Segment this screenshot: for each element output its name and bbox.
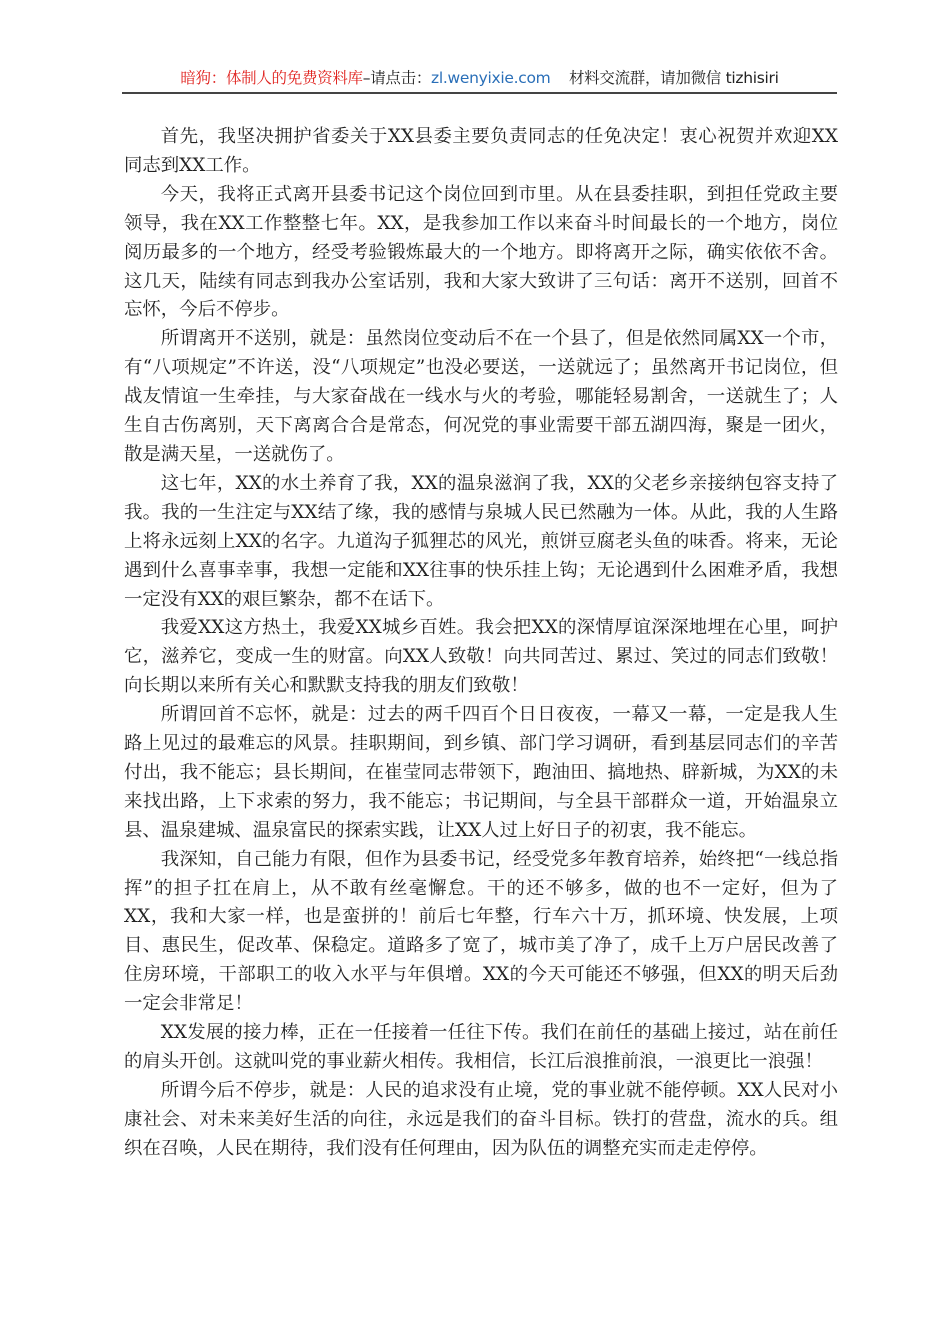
header-click-label: –请点击： [362, 69, 432, 87]
document-body [124, 123, 838, 1164]
paragraph: 首先，我坚决拥护省委关于XX县委主要负责同志的任免决定！衷心祝贺并欢迎XX同志到XX工作。 [124, 126, 838, 176]
paragraph: 所谓离开不送别，就是：虽然岗位变动后不在一个县了，但是依然同属XX一个市，有“八项规定”不许送，没“八项规定”也没必要送，一送就远了；虽然离开书记岗位，但战友情谊一生牵挂，与大家奋战在一线水与火的考验，哪能轻易割舍，一送就生了；人生自古伤离别，天下离离合合是常态，何况党的事业需要干部五湖四海，聚是一团火，散是满天星，一送就伤了。 [124, 328, 838, 465]
paragraph: 这七年，XX的水土养育了我，XX的温泉滋润了我，XX的父老乡亲接纳包容支持了我。我的一生注定与XX结了缘，我的感情与泉城人民已然融为一体。从此，我的人生路上将永远刻上XX的名字。九道沟子狐狸芯的风光，煎饼豆腐老头鱼的味香。将来，无论遇到什么喜事幸事，我想一定能和XX往事的快乐挂上钩；无论遇到什么困难矛盾，我想一定没有XX的艰巨繁杂，都不在话下。 [124, 472, 838, 610]
header-link[interactable]: zl.wenyixie.com [431, 69, 551, 87]
page-header [122, 66, 837, 88]
header-contact: 材料交流群，请加微信 tizhisiri [568, 69, 779, 87]
header-promo: 暗狗：体制人的免费资料库 [180, 69, 363, 87]
paragraph: 所谓今后不停步，就是：人民的追求没有止境，党的事业就不能停顿。XX人民对小康社会、对未来美好生活的向往，永远是我们的奋斗目标。铁打的营盘，流水的兵。组织在召唤，人民在期待，我们没有任何理由，因为队伍的调整充实而走走停停。 [124, 1079, 838, 1159]
paragraph: 所谓回首不忘怀，就是：过去的两千四百个日日夜夜，一幕又一幕，一定是我人生路上见过的最难忘的风景。挂职期间，到乡镇、部门学习调研，看到基层同志们的辛苦付出，我不能忘；县长期间，在崔莹同志带领下，跑油田、搞地热、辟新城，为XX的未来找出路，上下求索的努力，我不能忘；书记期间，与全县干部群众一道，开始温泉立县、温泉建城、温泉富民的探索实践，让XX人过上好日子的初衷，我不能忘。 [124, 704, 838, 841]
paragraph: 今天，我将正式离开县委书记这个岗位回到市里。从在县委挂职，到担任党政主要领导，我在XX工作整整七年。XX，是我参加工作以来奋斗时间最长的一个地方，岗位阅历最多的一个地方，经受考验锻炼最大的一个地方。即将离开之际，确实依依不舍。这几天，陆续有同志到我办公室话别，我和大家大致讲了三句话：离开不送别，回首不忘怀，今后不停步。 [124, 183, 838, 321]
paragraph: XX发展的接力棒，正在一任接着一任往下传。我们在前任的基础上接过，站在前任的肩头开创。这就叫党的事业薪火相传。我相信，长江后浪推前浪，一浪更比一浪强！ [124, 1022, 838, 1072]
header-divider [122, 92, 837, 94]
paragraph: 我爱XX这方热土，我爱XX城乡百姓。我会把XX的深情厚谊深深地埋在心里，呵护它，滋养它，变成一生的财富。向XX人致敬！向共同苦过、累过、笑过的同志们致敬！向长期以来所有关心和默默支持我的朋友们致敬！ [124, 617, 838, 697]
paragraph: 我深知，自己能力有限，但作为县委书记，经受党多年教育培养，始终把“一线总指挥”的担子扛在肩上，从不敢有丝毫懈怠。干的还不够多，做的也不一定好，但为了XX，我和大家一样，也是蛮拼的！前后七年整，行车六十万，抓环境、快发展，上项目、惠民生，促改革、保稳定。道路多了宽了，城市美了净了，成千上万户居民改善了住房环境，干部职工的收入水平与年俱增。XX的今天可能还不够强，但XX的明天后劲一定会非常足！ [124, 848, 838, 1015]
